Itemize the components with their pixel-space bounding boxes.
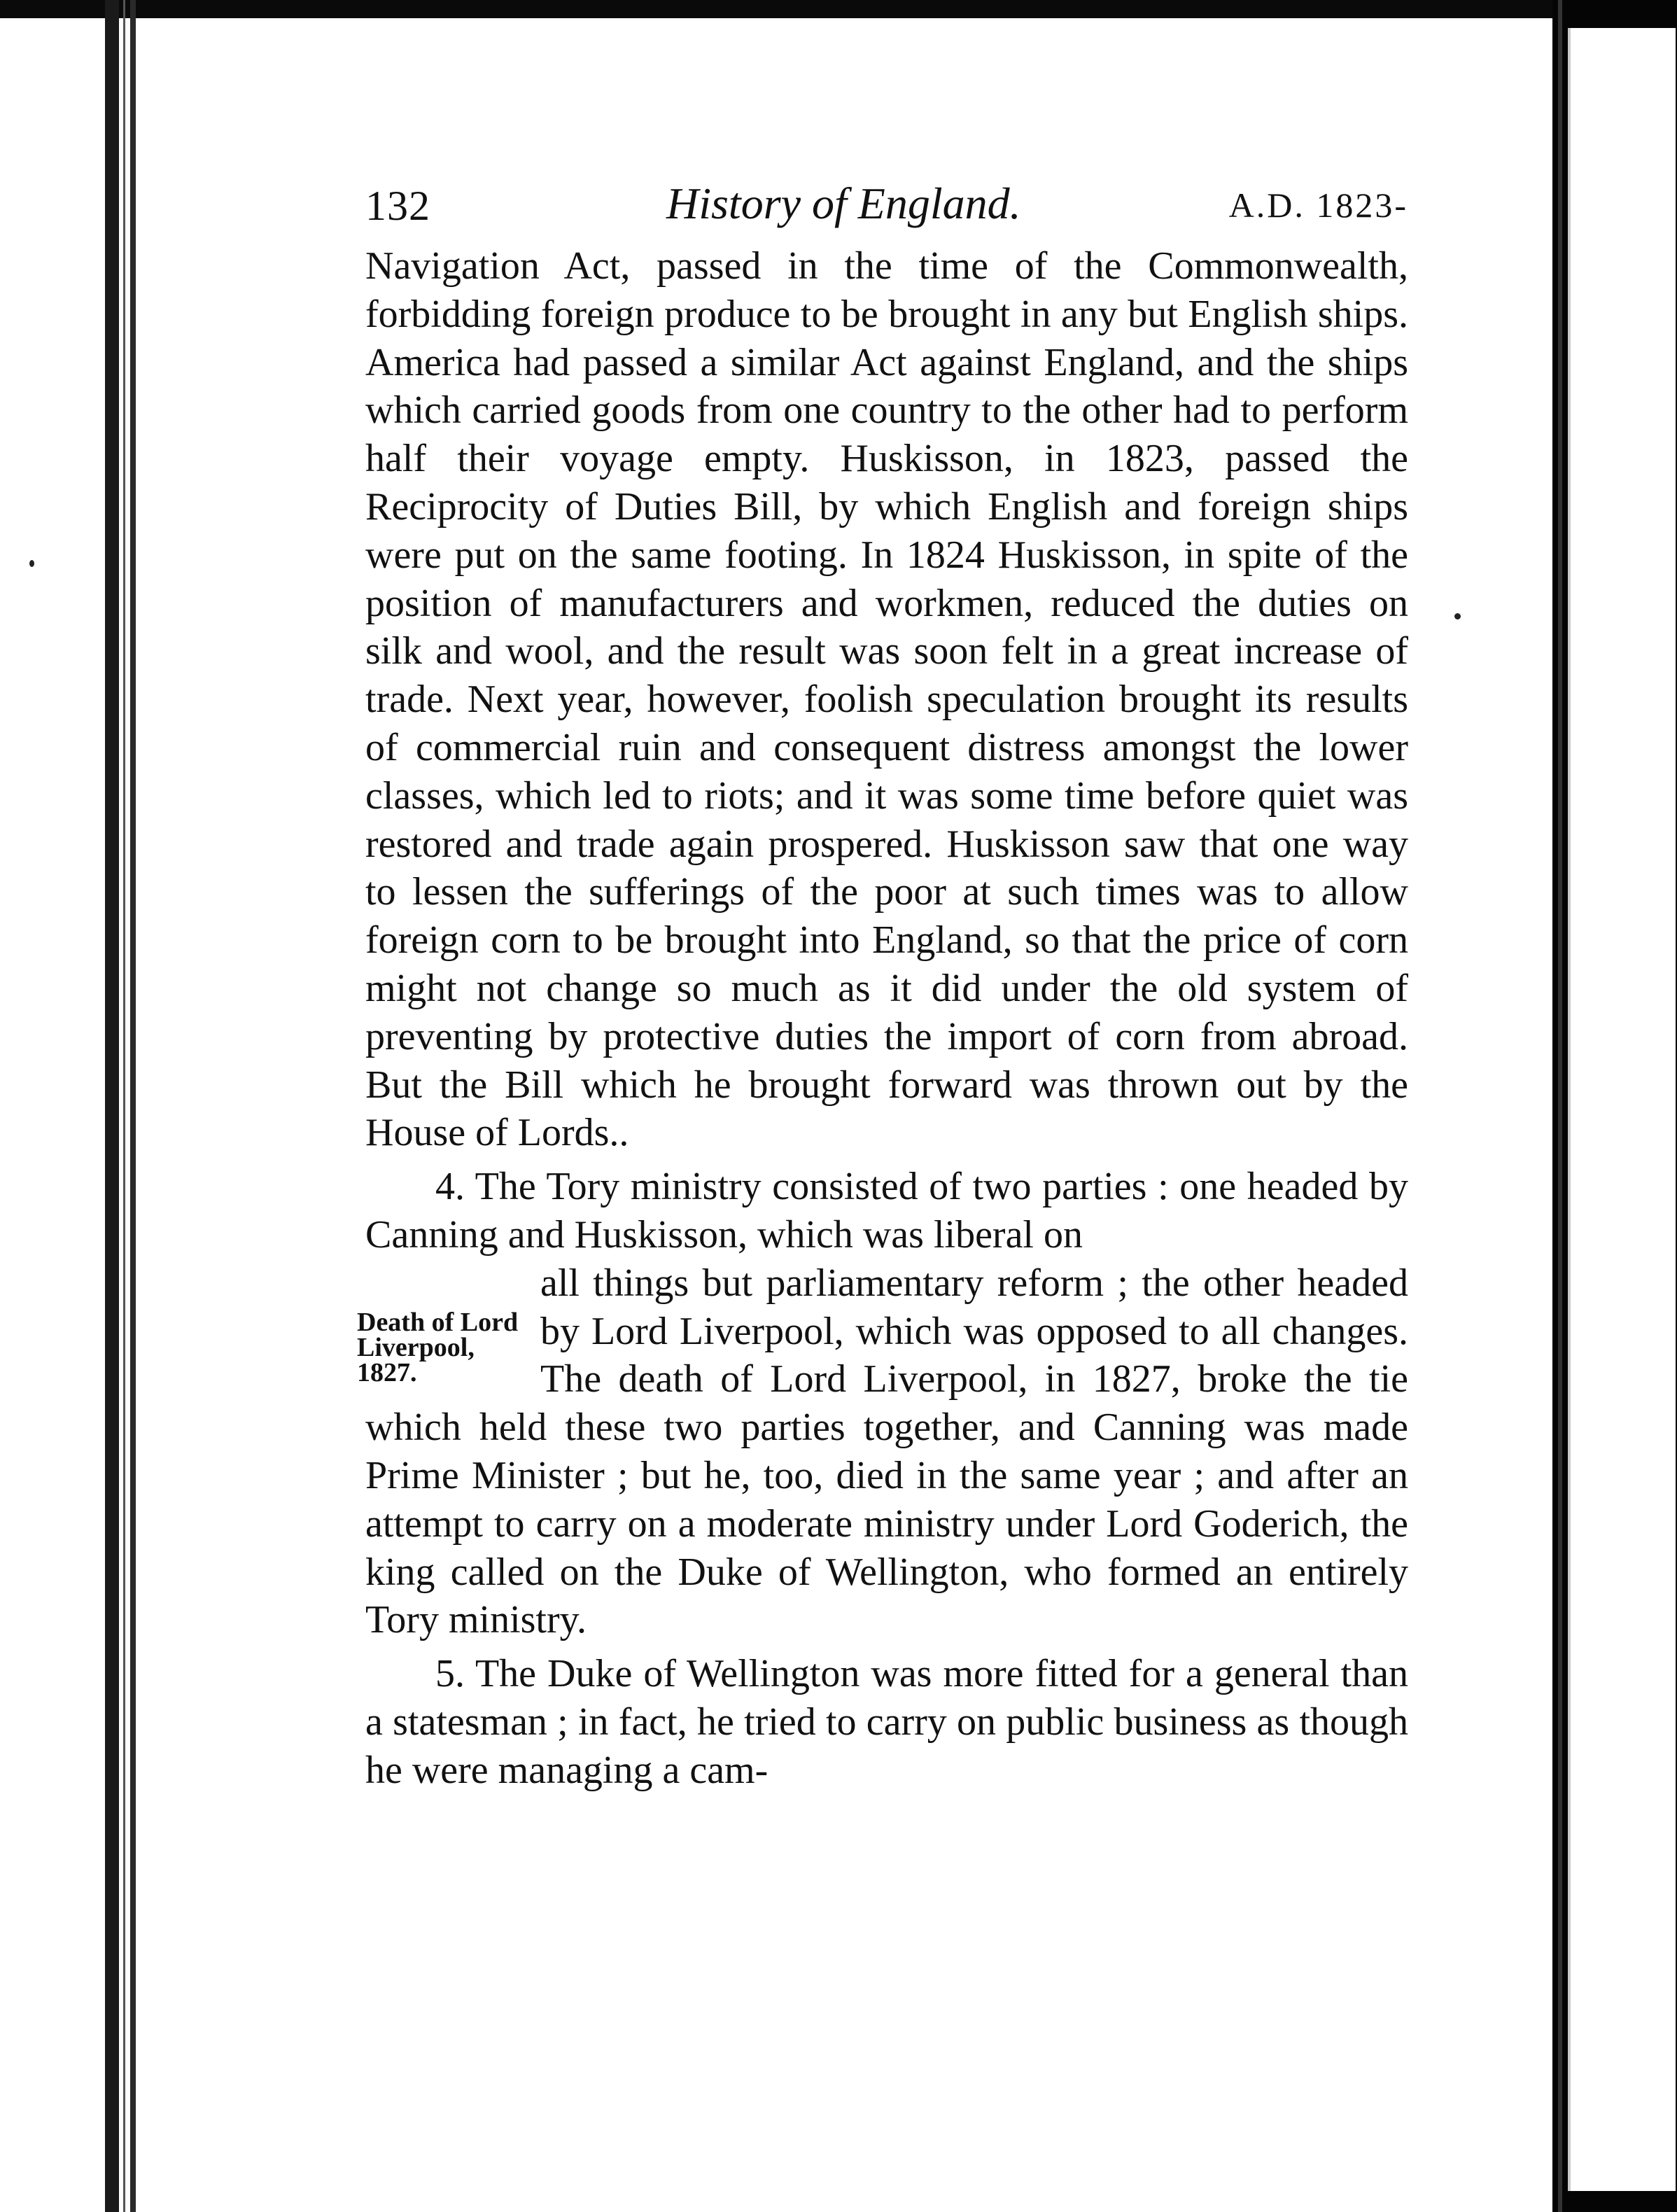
page-number: 132	[365, 183, 430, 229]
scan-speck	[29, 560, 34, 567]
scan-edge-left-inner	[130, 0, 136, 2212]
scan-speck	[1454, 613, 1461, 620]
date-range: A.D. 1823-	[1228, 186, 1408, 225]
running-title: History of England.	[666, 178, 1021, 228]
paragraph: Navigation Act, passed in the time of the Commonwealth, forbidding foreign produce to be brought in any but English ships. America had passed a similar Act against England, and the ships which carried goods from one country to the other had to perform half their voyage empty. Huskisson, in 1823, passed the Reciprocity of Duties Bill, by which English and foreign ships were put on the same footing. In 1824 Huskisson, in spite of the position of manufacturers and workmen, reduced the duties on silk and wool, and the result was soon felt in a great increase of trade. Next year, however, foolish speculation brought its results of commercial ruin and consequent distress amongst the lower classes, which led to riots; and it was some time before quiet was restored and trade again prospered. Huskisson saw that one way to lessen the sufferings of the poor at such times was to allow foreign corn to be brought into England, so that the price of corn might not change so much as it did under the old system of preventing by protective duties the import of corn from abroad. But the Bill which he brought forward was thrown out by the House of Lords..	[365, 244, 1408, 1155]
scan-edge-top	[0, 0, 1677, 18]
scan-edge-left	[105, 0, 119, 2212]
scan-edge-left-line	[123, 0, 125, 2212]
adjacent-page-edge	[1568, 28, 1676, 2191]
scan-edge-right-strip	[1558, 0, 1562, 2212]
paragraph: all things but parliamentary reform ; the other headed by Lord Liverpool, which was opposed to all changes. The death of Lord Liverpool, in 1827, broke the tie which held these two parties together, and Canning was made Prime Minister ; but he, too, died in the same year ; and after an attempt to carry on a moderate ministry under Lord Goderich, the king called on the Duke of Wellington, who formed an entirely Tory ministry.	[365, 1261, 1408, 1642]
margin-note: Death of Lord Liverpool, 1827.	[357, 1307, 519, 1387]
body-text	[357, 242, 1408, 1795]
paragraph-lead: 4. The Tory ministry consisted of two parties : one headed by Canning and Huskisson, which was liberal on	[365, 1165, 1408, 1256]
book-page	[357, 175, 1408, 1795]
page-header	[365, 175, 1408, 242]
paragraph: 5. The Duke of Wellington was more fitted for a general than a statesman ; in fact, he tried to carry on public business as though he were managing a cam-	[365, 1652, 1408, 1792]
